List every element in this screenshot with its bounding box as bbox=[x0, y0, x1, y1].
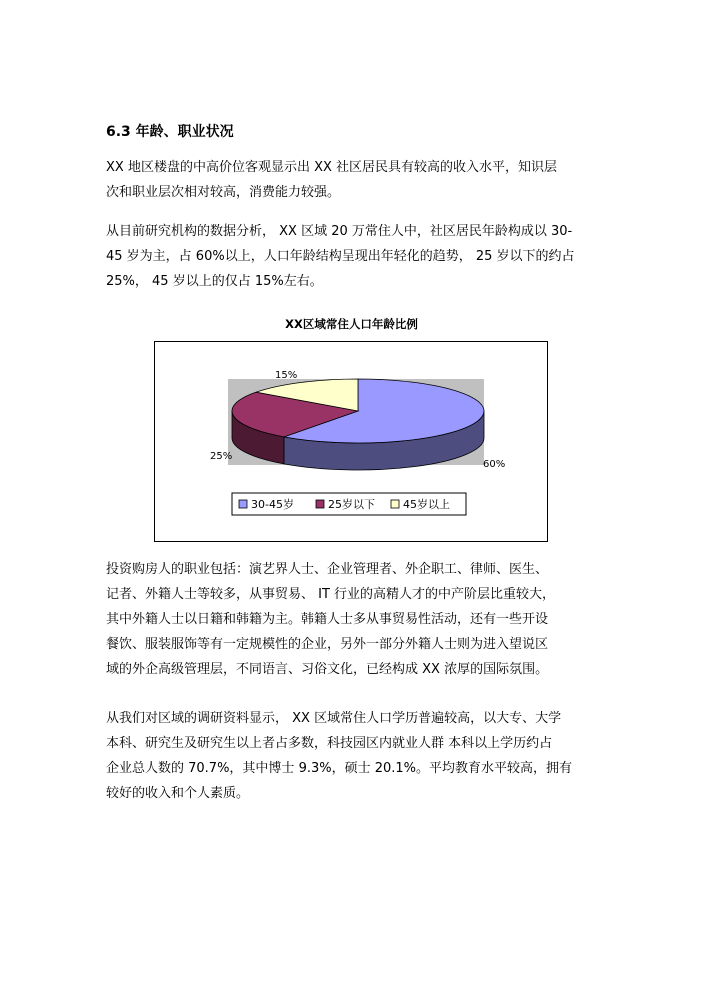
paragraph-3 bbox=[106, 557, 606, 682]
paragraph-line: 次和职业层次相对较高，消费能力较强。 bbox=[106, 185, 341, 200]
data-label-1: 25% bbox=[210, 451, 233, 462]
paragraph-line: 较好的收入和个人素质。 bbox=[106, 786, 250, 801]
pie-chart bbox=[154, 341, 548, 542]
paragraph-line: 餐饮、服装服饰等有一定规模性的企业，另外一部分外籍人士则为进入望说区 bbox=[106, 637, 549, 652]
paragraph-line: 其中外籍人士以日籍和韩籍为主。韩籍人士多从事贸易性活动，还有一些开设 bbox=[106, 612, 549, 627]
paragraph-line: 企业总人数的 70.7%，其中博士 9.3%，硕士 20.1%。平均教育水平较高，拥有 bbox=[106, 761, 573, 776]
paragraph-line: 45 岁为主，占 60%以上，人口年龄结构呈现出年轻化的趋势， 25 岁以下的约占 bbox=[106, 249, 575, 264]
legend-swatch-2 bbox=[391, 500, 399, 508]
legend-swatch-0 bbox=[239, 500, 247, 508]
paragraph-line: 记者、外籍人士等较多，从事贸易、 IT 行业的高精人才的中产阶层比重较大， bbox=[106, 587, 556, 602]
pie-chart-svg bbox=[155, 342, 547, 541]
section-heading: 6.3 年龄、职业状况 bbox=[106, 124, 234, 140]
paragraph-line: 投资购房人的职业包括：演艺界人士、企业管理者、外企职工、律师、医生、 bbox=[106, 562, 549, 577]
chart-legend bbox=[232, 493, 466, 515]
paragraph-1 bbox=[106, 155, 606, 205]
legend-label-2: 45岁以上 bbox=[403, 498, 450, 511]
paragraph-2 bbox=[106, 219, 606, 294]
chart-title: XX区域常住人口年龄比例 bbox=[285, 317, 418, 331]
paragraph-line: 域的外企高级管理层，不同语言、习俗文化，已经构成 XX 浓厚的国际氛围。 bbox=[106, 662, 549, 677]
paragraph-4 bbox=[106, 706, 606, 806]
legend-label-0: 30-45岁 bbox=[251, 498, 294, 511]
paragraph-line: 从目前研究机构的数据分析， XX 区域 20 万常住人中，社区居民年龄构成以 30- bbox=[106, 224, 573, 239]
paragraph-line: XX 地区楼盘的中高价位客观显示出 XX 社区居民具有较高的收入水平，知识层 bbox=[106, 160, 558, 175]
paragraph-line: 从我们对区域的调研资料显示， XX 区域常住人口学历普遍较高，以大专、大学 bbox=[106, 711, 562, 726]
legend-label-1: 25岁以下 bbox=[328, 498, 375, 511]
data-label-0: 60% bbox=[483, 459, 506, 470]
legend-swatch-1 bbox=[316, 500, 324, 508]
paragraph-line: 25%， 45 岁以上的仅占 15%左右。 bbox=[106, 274, 323, 289]
data-label-2: 15% bbox=[275, 370, 298, 381]
paragraph-line: 本科、研究生及研究生以上者占多数，科技园区内就业人群 本科以上学历约占 bbox=[106, 736, 553, 751]
